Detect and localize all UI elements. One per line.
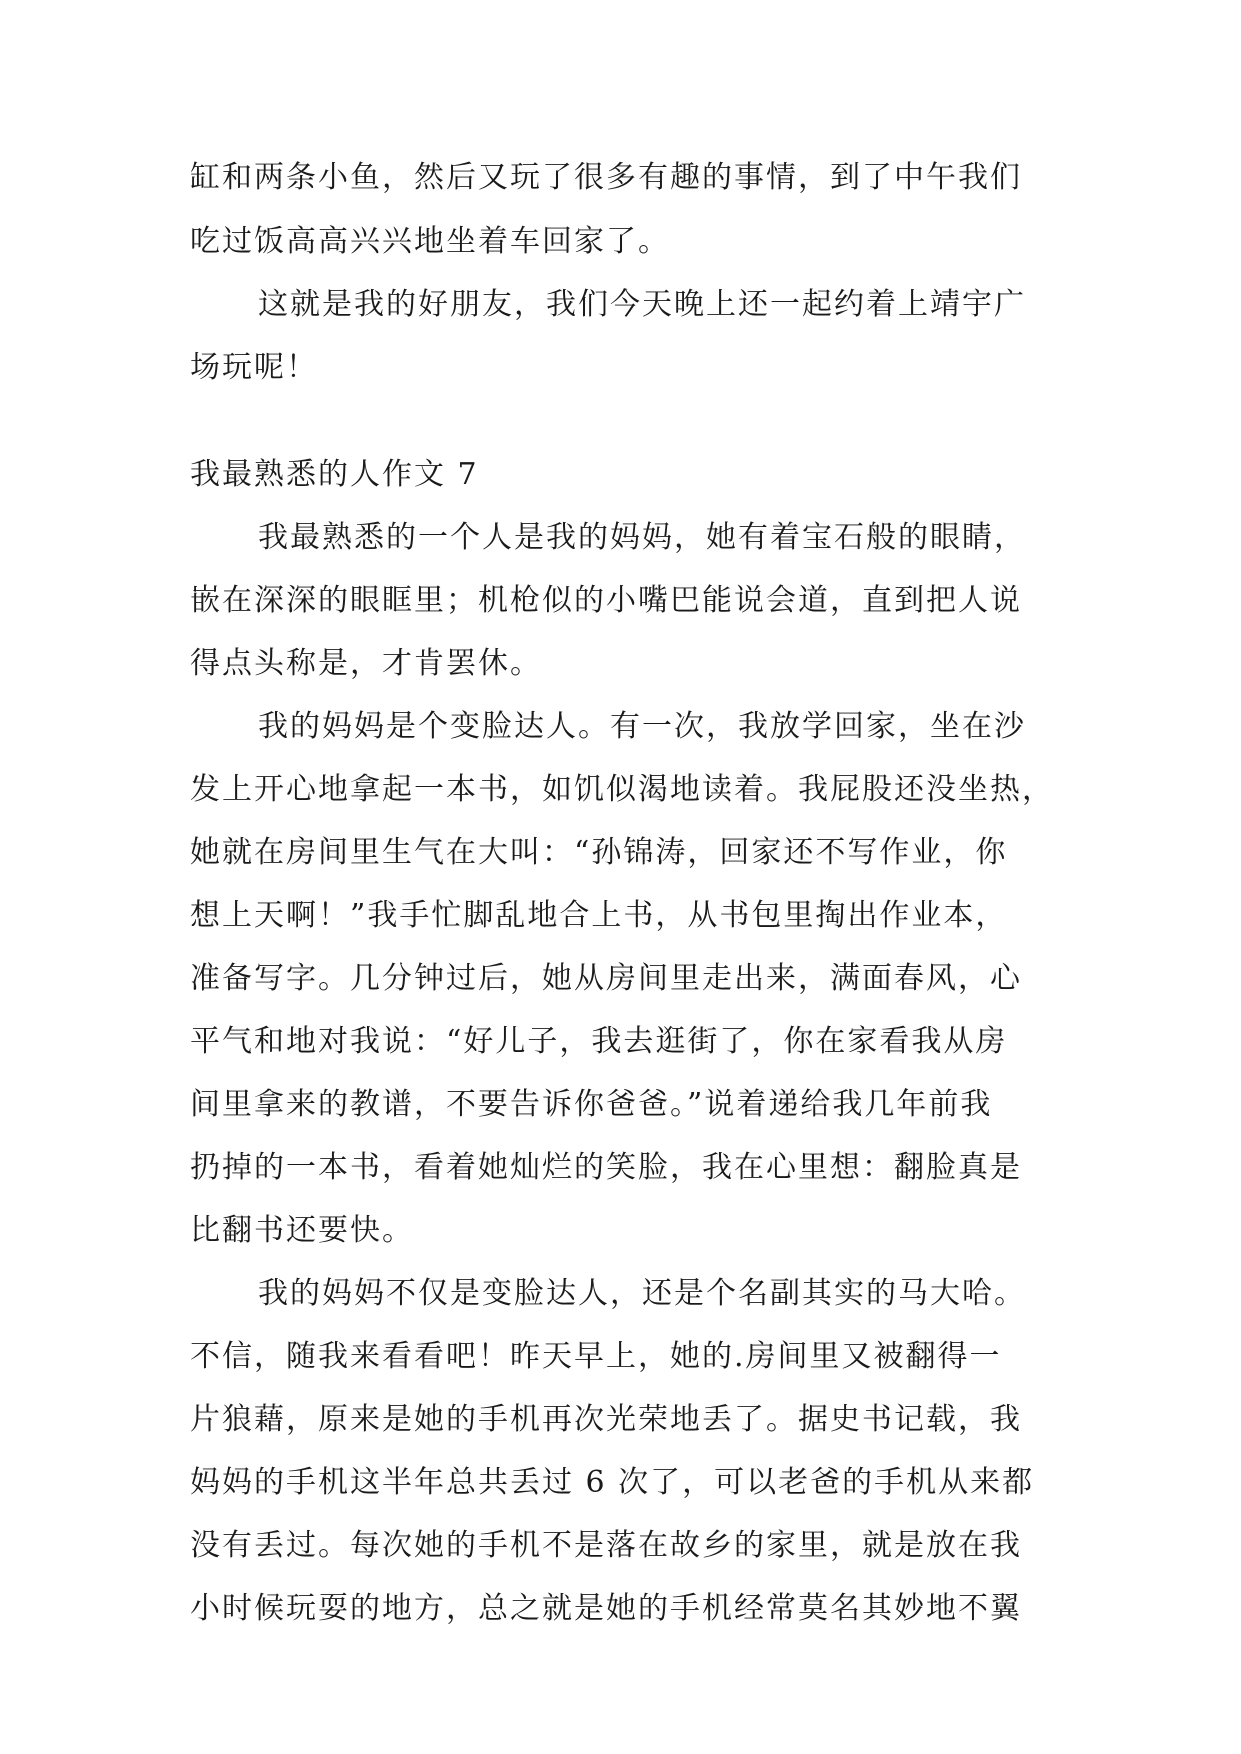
paragraph-line: 比翻书还要快。 [190, 1213, 414, 1248]
paragraph-line: 不信，随我来看看吧！昨天早上，她的.房间里又被翻得一 [190, 1339, 1002, 1374]
paragraph-line: 小时候玩耍的地方，总之就是她的手机经常莫名其妙地不翼 [190, 1591, 1022, 1626]
section-title: 我最熟悉的人作文 7 [190, 457, 479, 492]
paragraph-line: 发上开心地拿起一本书，如饥似渴地读着。我屁股还没坐热， [190, 772, 1054, 807]
paragraph-line: 片狼藉，原来是她的手机再次光荣地丢了。据史书记载，我 [190, 1402, 1022, 1437]
paragraph-line: 得点头称是，才肯罢休。 [190, 646, 542, 681]
paragraph-line: 缸和两条小鱼，然后又玩了很多有趣的事情，到了中午我们 [190, 160, 1022, 195]
paragraph-line: 准备写字。几分钟过后，她从房间里走出来，满面春风，心 [190, 961, 1022, 996]
paragraph-line: 扔掉的一本书，看着她灿烂的笑脸，我在心里想：翻脸真是 [190, 1150, 1022, 1185]
paragraph-line: 吃过饭高高兴兴地坐着车回家了。 [190, 224, 670, 259]
paragraph-line: 我最熟悉的一个人是我的妈妈，她有着宝石般的眼睛， [258, 520, 1026, 555]
paragraph-line: 场玩呢！ [190, 350, 318, 385]
paragraph-line: 没有丢过。每次她的手机不是落在故乡的家里，就是放在我 [190, 1528, 1022, 1563]
paragraph-line: 我的妈妈不仅是变脸达人，还是个名副其实的马大哈。 [258, 1276, 1026, 1311]
paragraph-line: 间里拿来的教谱，不要告诉你爸爸。”说着递给我几年前我 [190, 1087, 993, 1122]
paragraph-line: 妈妈的手机这半年总共丢过 6 次了，可以老爸的手机从来都 [190, 1465, 1035, 1500]
paragraph-line: 想上天啊！”我手忙脚乱地合上书，从书包里掏出作业本， [190, 898, 1008, 933]
paragraph-line: 这就是我的好朋友，我们今天晚上还一起约着上靖宇广 [258, 287, 1026, 322]
paragraph-line: 平气和地对我说：“好儿子，我去逛街了，你在家看我从房 [190, 1024, 1008, 1059]
paragraph-line: 她就在房间里生气在大叫：“孙锦涛，回家还不写作业，你 [190, 835, 1008, 870]
paragraph-line: 我的妈妈是个变脸达人。有一次，我放学回家，坐在沙 [258, 709, 1026, 744]
paragraph-line: 嵌在深深的眼眶里；机枪似的小嘴巴能说会道，直到把人说 [190, 583, 1022, 618]
